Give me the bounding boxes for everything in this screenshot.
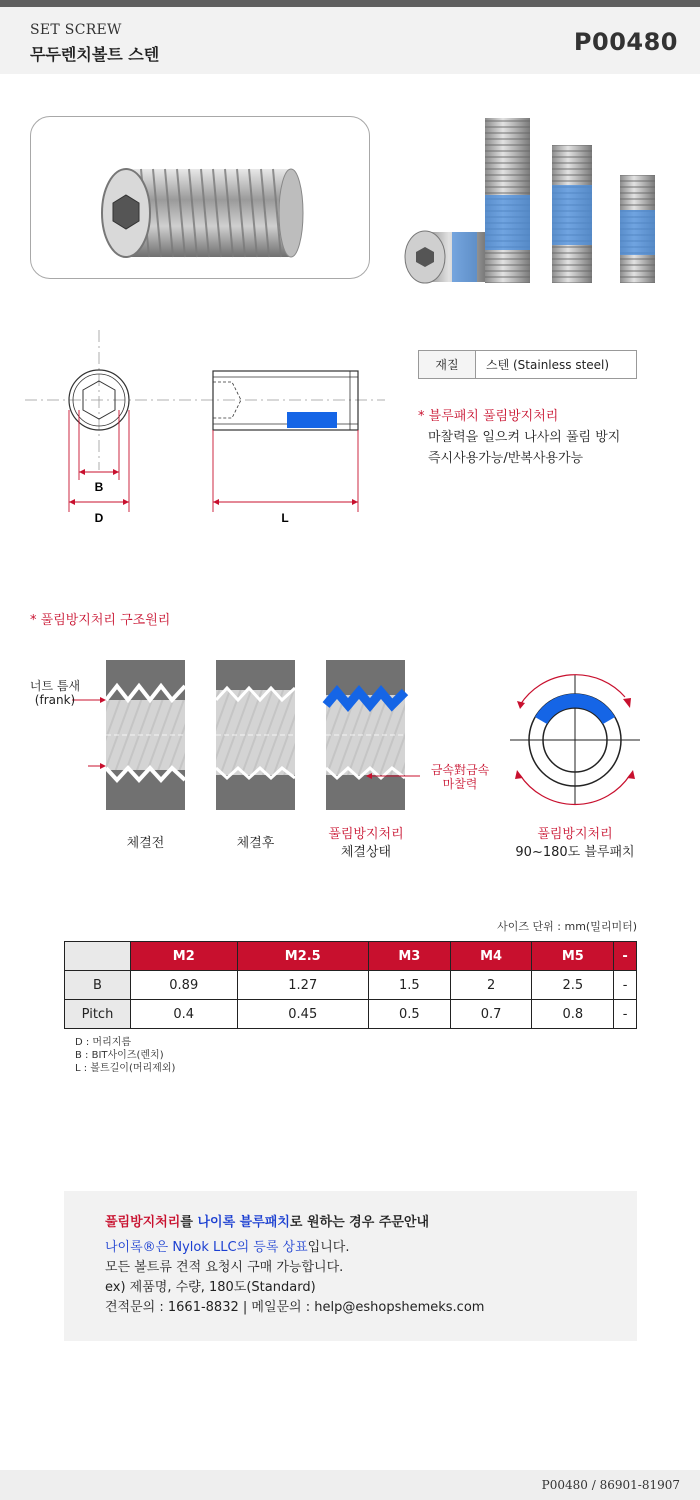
table-cell: 0.5 bbox=[368, 1000, 450, 1029]
table-cell: 1.27 bbox=[237, 971, 368, 1000]
dimension-diagram bbox=[20, 330, 400, 530]
header-cell: M2.5 bbox=[237, 942, 368, 971]
nut-gap-line-2: (frank) bbox=[34, 693, 76, 707]
nut-gap-label bbox=[20, 679, 90, 707]
product-category: SET SCREW bbox=[30, 22, 122, 38]
size-table-header-row bbox=[65, 942, 637, 971]
table-cell: 0.4 bbox=[131, 1000, 238, 1029]
caption-patch-black: 90~180도 블루패치 bbox=[515, 845, 635, 860]
blue-patch-notes bbox=[418, 406, 620, 469]
footer-code: P00480 / 86901-81907 bbox=[541, 1478, 680, 1492]
material-spec-table bbox=[418, 350, 637, 379]
notes-line-1: 마찰력을 일으켜 나사의 풀림 방지 bbox=[428, 430, 621, 445]
table-cell: 2.5 bbox=[532, 971, 614, 1000]
set-screw-illustration bbox=[31, 117, 370, 279]
friction-line-2: 마찰력 bbox=[442, 777, 478, 791]
friction-label bbox=[420, 763, 500, 791]
legend-b: B : BIT사이즈(렌치) bbox=[75, 1050, 164, 1061]
principle-diagram bbox=[20, 650, 680, 870]
info-line-1 bbox=[105, 1238, 637, 1258]
info-line-2: 모든 볼트류 견적 요청시 구매 가능합니다. bbox=[105, 1260, 344, 1275]
dim-label-b: B bbox=[94, 480, 104, 494]
info-line-1-tail: 입니다. bbox=[307, 1240, 350, 1255]
size-table bbox=[64, 941, 637, 1029]
top-border bbox=[0, 0, 700, 7]
caption-treated-black: 체결상태 bbox=[340, 845, 392, 860]
info-title-tail: 로 원하는 경우 주문안내 bbox=[289, 1215, 430, 1230]
header-cell: M2 bbox=[131, 942, 238, 971]
legend-l: L : 볼트길이(머리제외) bbox=[75, 1063, 176, 1074]
dimension-legend bbox=[75, 1036, 175, 1075]
blue-patch-photo bbox=[390, 100, 690, 300]
dim-label-l: L bbox=[281, 511, 289, 525]
order-info-box bbox=[64, 1191, 637, 1341]
table-cell: 0.45 bbox=[237, 1000, 368, 1029]
caption-treated-red: 풀림방지처리 bbox=[328, 827, 404, 842]
technical-drawing bbox=[20, 330, 400, 530]
header-cell: M3 bbox=[368, 942, 450, 971]
info-title bbox=[105, 1213, 637, 1233]
principle-section-title: * 풀림방지처리 구조원리 bbox=[30, 613, 171, 628]
size-unit-note: 사이즈 단위 : mm(밀리미터) bbox=[497, 920, 637, 933]
info-title-mid: 를 bbox=[180, 1215, 198, 1230]
caption-treated bbox=[306, 826, 426, 862]
friction-line-1: 금속對금속 bbox=[430, 763, 490, 777]
dim-label-d: D bbox=[94, 511, 104, 525]
table-cell: 1.5 bbox=[368, 971, 450, 1000]
caption-before: 체결전 bbox=[126, 836, 165, 851]
table-cell: 0.7 bbox=[450, 1000, 532, 1029]
table-cell: 0.8 bbox=[532, 1000, 614, 1029]
row-label: Pitch bbox=[65, 1000, 131, 1029]
header-cell-blank bbox=[65, 942, 131, 971]
blue-patch-area bbox=[287, 412, 337, 428]
header bbox=[0, 7, 700, 74]
info-title-blue: 나이록 블루패치 bbox=[197, 1215, 290, 1230]
table-cell: 2 bbox=[450, 971, 532, 1000]
footer bbox=[0, 1470, 700, 1500]
info-line-4: 견적문의 : 1661-8832 | 메일문의 : help@eshopshemeks.com bbox=[105, 1300, 485, 1315]
nut-gap-line-1: 너트 틈새 bbox=[29, 679, 81, 693]
product-photo-box bbox=[30, 116, 370, 279]
table-cell: 0.89 bbox=[131, 971, 238, 1000]
table-row bbox=[65, 971, 637, 1000]
header-cell: M5 bbox=[532, 942, 614, 971]
notes-line-2: 즉시사용가능/반복사용가능 bbox=[428, 451, 584, 466]
info-line-3: ex) 제품명, 수량, 180도(Standard) bbox=[105, 1280, 316, 1295]
info-trademark: 나이록®은 Nylok LLC의 등록 상표 bbox=[105, 1240, 308, 1255]
material-key: 재질 bbox=[419, 351, 476, 378]
info-title-red: 풀림방지처리 bbox=[105, 1215, 181, 1230]
caption-after: 체결후 bbox=[236, 836, 275, 851]
legend-d: D : 머리지름 bbox=[75, 1037, 132, 1048]
table-cell: - bbox=[614, 971, 637, 1000]
table-cell: - bbox=[614, 1000, 637, 1029]
product-name: 무두렌치볼트 스텐 bbox=[30, 45, 160, 64]
table-row bbox=[65, 1000, 637, 1029]
caption-patch-red: 풀림방지처리 bbox=[537, 827, 613, 842]
notes-title: * 블루패치 풀림방지처리 bbox=[418, 409, 559, 424]
principle-illustration bbox=[20, 650, 680, 820]
material-value: 스텐 (Stainless steel) bbox=[486, 358, 610, 372]
header-cell: - bbox=[614, 942, 637, 971]
product-code: P00480 bbox=[573, 28, 678, 56]
row-label: B bbox=[65, 971, 131, 1000]
header-cell: M4 bbox=[450, 942, 532, 971]
caption-patch bbox=[500, 826, 650, 862]
blue-patch-screws-illustration bbox=[390, 100, 690, 300]
